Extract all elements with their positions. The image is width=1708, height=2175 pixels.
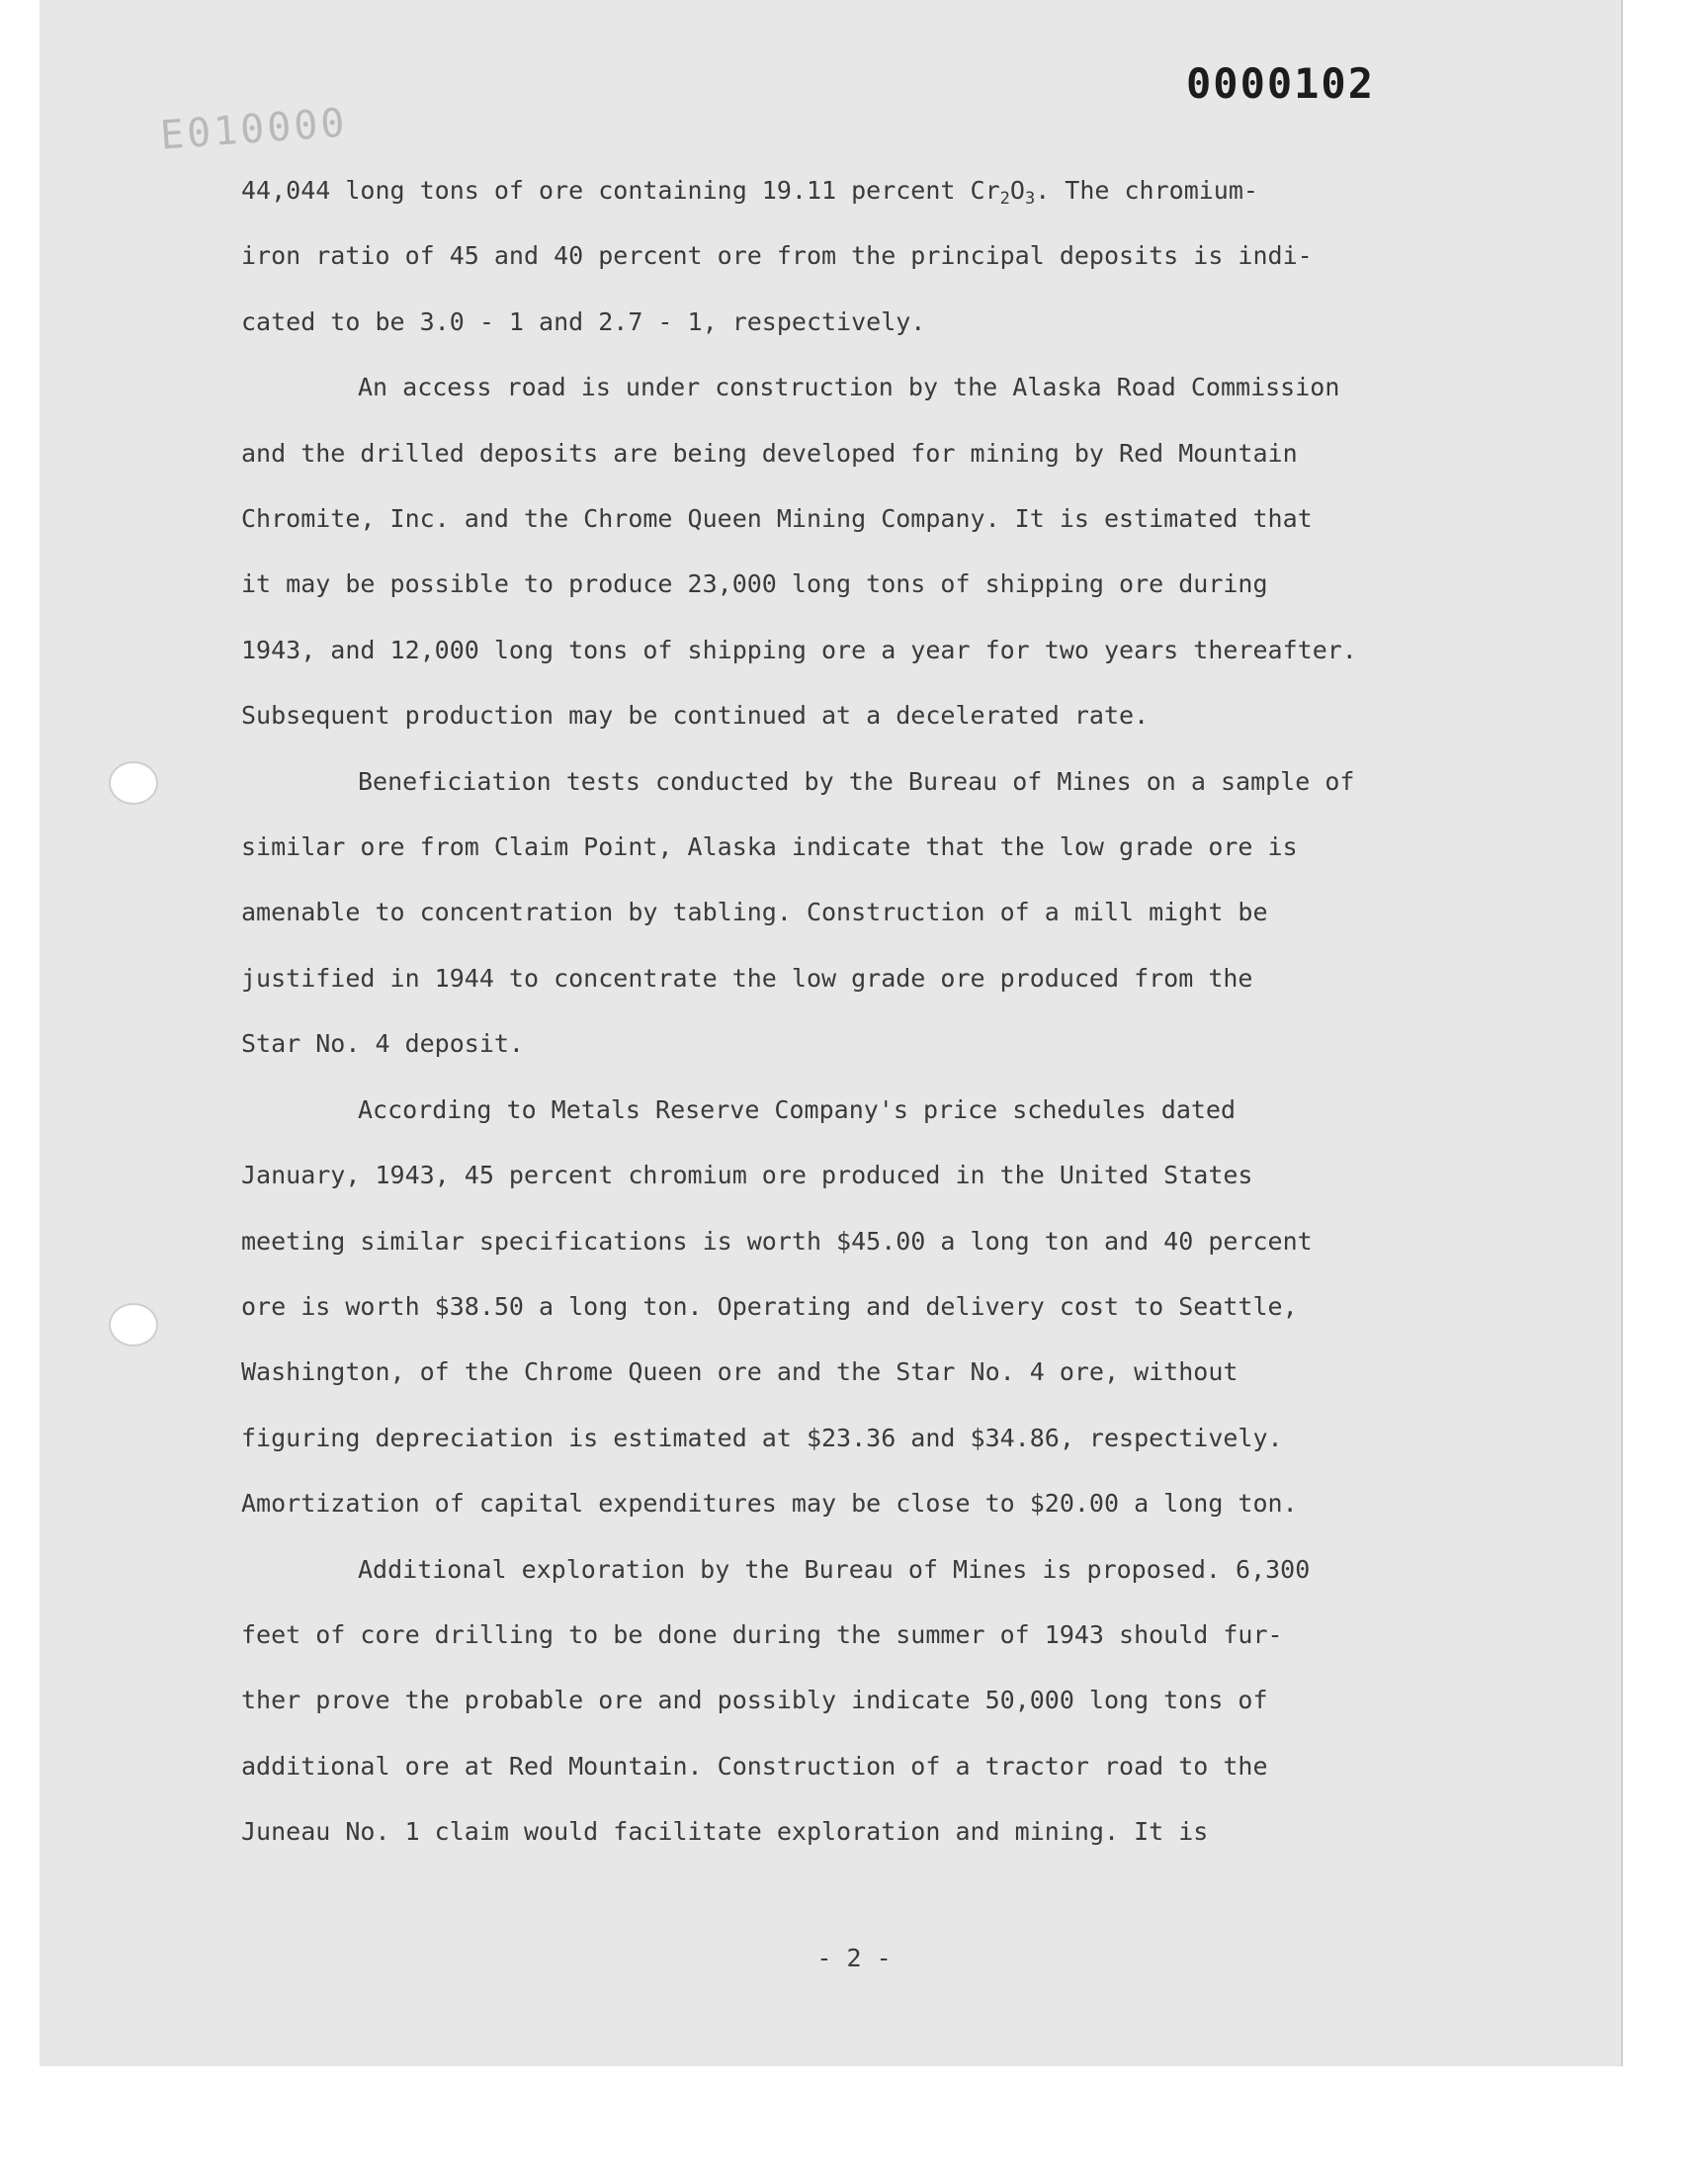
text-line: it may be possible to produce 23,000 long tons of shipping ore during bbox=[241, 569, 1268, 599]
text-span: . The chromium- bbox=[1035, 176, 1258, 205]
text-line: Washington, of the Chrome Queen ore and the Star No. 4 ore, without bbox=[241, 1357, 1238, 1387]
text-line: January, 1943, 45 percent chromium ore produced in the United States bbox=[241, 1161, 1253, 1190]
punch-hole bbox=[109, 1303, 158, 1347]
text-line: iron ratio of 45 and 40 percent ore from the principal deposits is indi- bbox=[241, 241, 1313, 271]
body-text bbox=[241, 158, 1487, 1866]
text-line: ore is worth $38.50 a long ton. Operating and delivery cost to Seattle, bbox=[241, 1291, 1298, 1321]
text-span: 44,044 long tons of ore containing 19.11 percent Cr bbox=[241, 176, 1000, 205]
subscript: 3 bbox=[1024, 189, 1036, 209]
text-line: Star No. 4 deposit. bbox=[241, 1029, 524, 1059]
control-number: 0000102 bbox=[1186, 59, 1376, 108]
text-line: amenable to concentration by tabling. Construction of a mill might be bbox=[241, 898, 1268, 927]
text-line: meeting similar specifications is worth $45.00 a long ton and 40 percent bbox=[241, 1226, 1313, 1256]
text-line: cated to be 3.0 - 1 and 2.7 - 1, respectively. bbox=[241, 306, 926, 336]
text-line: feet of core drilling to be done during the summer of 1943 should fur- bbox=[241, 1619, 1283, 1649]
text-line: According to Metals Reserve Company's price schedules dated bbox=[358, 1094, 1237, 1124]
subscript: 2 bbox=[999, 189, 1010, 209]
text-line: justified in 1944 to concentrate the low grade ore produced from the bbox=[241, 963, 1253, 993]
text-line: and the drilled deposits are being developed for mining by Red Mountain bbox=[241, 438, 1298, 468]
text-line: Chromite, Inc. and the Chrome Queen Mining Company. It is estimated that bbox=[241, 504, 1313, 534]
punch-hole bbox=[109, 761, 158, 805]
text-line: Amortization of capital expenditures may be close to $20.00 a long ton. bbox=[241, 1489, 1298, 1519]
text-span: O bbox=[1009, 176, 1025, 205]
text-line: Subsequent production may be continued at a decelerated rate. bbox=[241, 701, 1150, 731]
text-line: Beneficiation tests conducted by the Bureau of Mines on a sample of bbox=[358, 766, 1355, 796]
page-number: - 2 - bbox=[816, 1944, 892, 1972]
text-line: Additional exploration by the Bureau of Mines is proposed. 6,300 bbox=[358, 1554, 1311, 1584]
text-line bbox=[241, 158, 1487, 223]
faint-stamp: E010000 bbox=[158, 100, 349, 159]
text-line: 1943, and 12,000 long tons of shipping ore a year for two years thereafter. bbox=[241, 635, 1357, 664]
text-line: Juneau No. 1 claim would facilitate exploration and mining. It is bbox=[241, 1817, 1209, 1847]
text-line: ther prove the probable ore and possibly indicate 50,000 long tons of bbox=[241, 1686, 1268, 1715]
text-line: similar ore from Claim Point, Alaska indicate that the low grade ore is bbox=[241, 832, 1298, 862]
text-line: An access road is under construction by the Alaska Road Commission bbox=[358, 373, 1340, 402]
text-line: figuring depreciation is estimated at $23.36 and $34.86, respectively. bbox=[241, 1423, 1283, 1452]
text-line: additional ore at Red Mountain. Construction of a tractor road to the bbox=[241, 1751, 1268, 1781]
